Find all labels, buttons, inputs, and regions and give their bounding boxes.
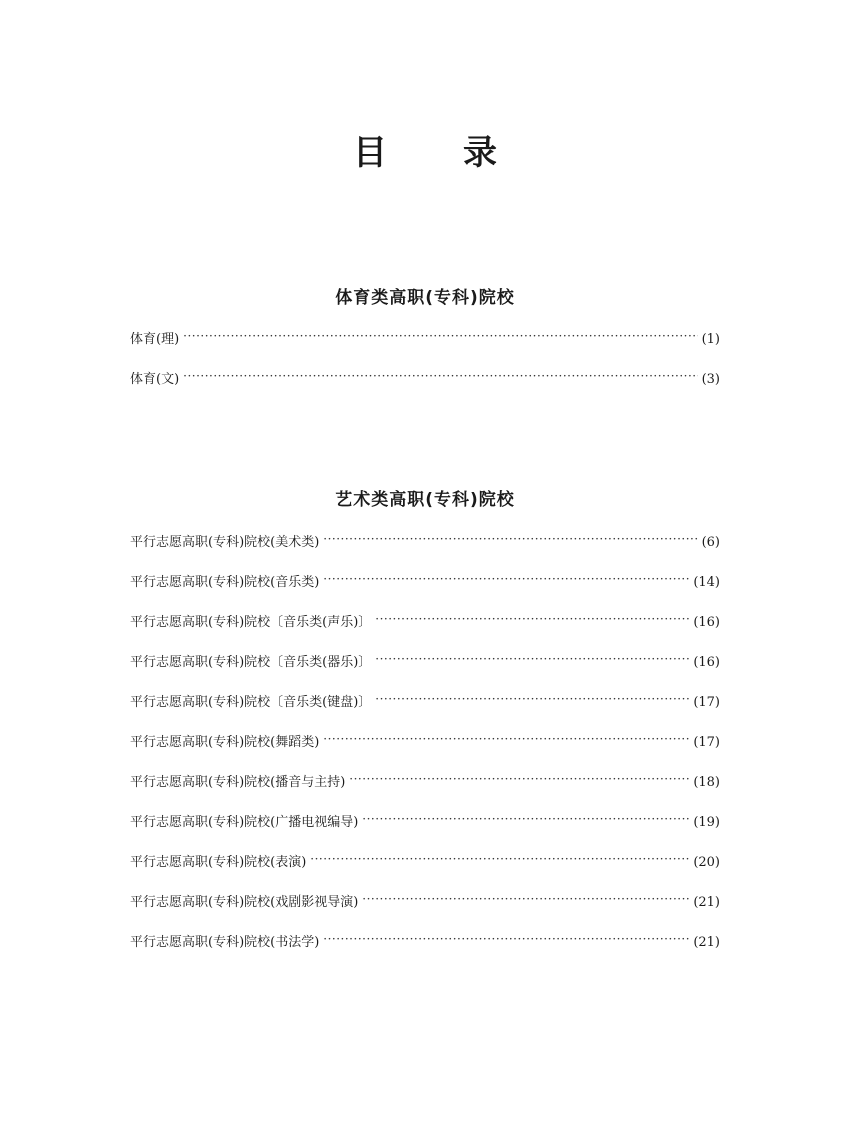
toc-entry[interactable] bbox=[130, 369, 720, 409]
dot-leader bbox=[349, 772, 689, 786]
dot-leader bbox=[362, 812, 689, 826]
dot-leader bbox=[375, 692, 689, 706]
toc-entry-page: (16) bbox=[693, 655, 720, 670]
toc-entry[interactable] bbox=[130, 852, 720, 892]
toc-entry-page: (21) bbox=[693, 895, 720, 910]
toc-entry[interactable] bbox=[130, 812, 720, 852]
toc-entry-label: 平行志愿高职(专科)院校〔音乐类(器乐)〕 bbox=[130, 655, 372, 670]
toc-entry-page: (1) bbox=[701, 332, 720, 347]
toc-entry-page: (19) bbox=[693, 815, 720, 830]
toc-entry-page: (3) bbox=[701, 372, 720, 387]
toc-entry-page: (20) bbox=[693, 855, 720, 870]
toc-list-sports bbox=[130, 329, 720, 409]
dot-leader bbox=[323, 932, 689, 946]
toc-entry-label: 平行志愿高职(专科)院校(表演) bbox=[130, 855, 307, 870]
dot-leader bbox=[183, 329, 697, 343]
toc-entry[interactable] bbox=[130, 612, 720, 652]
toc-entry-page: (17) bbox=[693, 695, 720, 710]
toc-entry-label: 平行志愿高职(专科)院校(书法学) bbox=[130, 935, 320, 950]
section-heading-sports: 体育类高职(专科)院校 bbox=[335, 288, 515, 308]
page-title bbox=[0, 128, 850, 178]
toc-entry-label: 平行志愿高职(专科)院校〔音乐类(声乐)〕 bbox=[130, 615, 372, 630]
toc-list-arts bbox=[130, 532, 720, 972]
toc-entry[interactable] bbox=[130, 732, 720, 772]
toc-entry-page: (17) bbox=[693, 735, 720, 750]
toc-entry[interactable] bbox=[130, 892, 720, 932]
toc-entry[interactable] bbox=[130, 652, 720, 692]
toc-entry-label: 平行志愿高职(专科)院校(音乐类) bbox=[130, 575, 320, 590]
dot-leader bbox=[183, 369, 697, 383]
dot-leader bbox=[375, 612, 689, 626]
toc-entry-page: (21) bbox=[693, 935, 720, 950]
toc-entry-label: 平行志愿高职(专科)院校(舞蹈类) bbox=[130, 735, 320, 750]
dot-leader bbox=[375, 652, 689, 666]
toc-entry-page: (18) bbox=[693, 775, 720, 790]
toc-entry[interactable] bbox=[130, 329, 720, 369]
section-heading-arts: 艺术类高职(专科)院校 bbox=[335, 490, 515, 510]
toc-entry-label: 平行志愿高职(专科)院校〔音乐类(键盘)〕 bbox=[130, 695, 372, 710]
title-char-1: 目 bbox=[353, 133, 387, 173]
toc-entry[interactable] bbox=[130, 692, 720, 732]
dot-leader bbox=[323, 572, 689, 586]
toc-entry[interactable] bbox=[130, 572, 720, 612]
toc-entry-label: 体育(文) bbox=[130, 372, 180, 387]
dot-leader bbox=[362, 892, 689, 906]
toc-entry-label: 平行志愿高职(专科)院校(广播电视编导) bbox=[130, 815, 359, 830]
toc-entry-label: 平行志愿高职(专科)院校(美术类) bbox=[130, 535, 320, 550]
dot-leader bbox=[323, 532, 697, 546]
toc-entry[interactable] bbox=[130, 532, 720, 572]
dot-leader bbox=[323, 732, 689, 746]
toc-entry[interactable] bbox=[130, 932, 720, 972]
dot-leader bbox=[310, 852, 689, 866]
toc-entry-label: 平行志愿高职(专科)院校(戏剧影视导演) bbox=[130, 895, 359, 910]
toc-entry-page: (6) bbox=[701, 535, 720, 550]
toc-entry-label: 平行志愿高职(专科)院校(播音与主持) bbox=[130, 775, 346, 790]
title-char-2: 录 bbox=[463, 133, 497, 173]
toc-entry-label: 体育(理) bbox=[130, 332, 180, 347]
toc-entry-page: (16) bbox=[693, 615, 720, 630]
toc-entry[interactable] bbox=[130, 772, 720, 812]
toc-entry-page: (14) bbox=[693, 575, 720, 590]
